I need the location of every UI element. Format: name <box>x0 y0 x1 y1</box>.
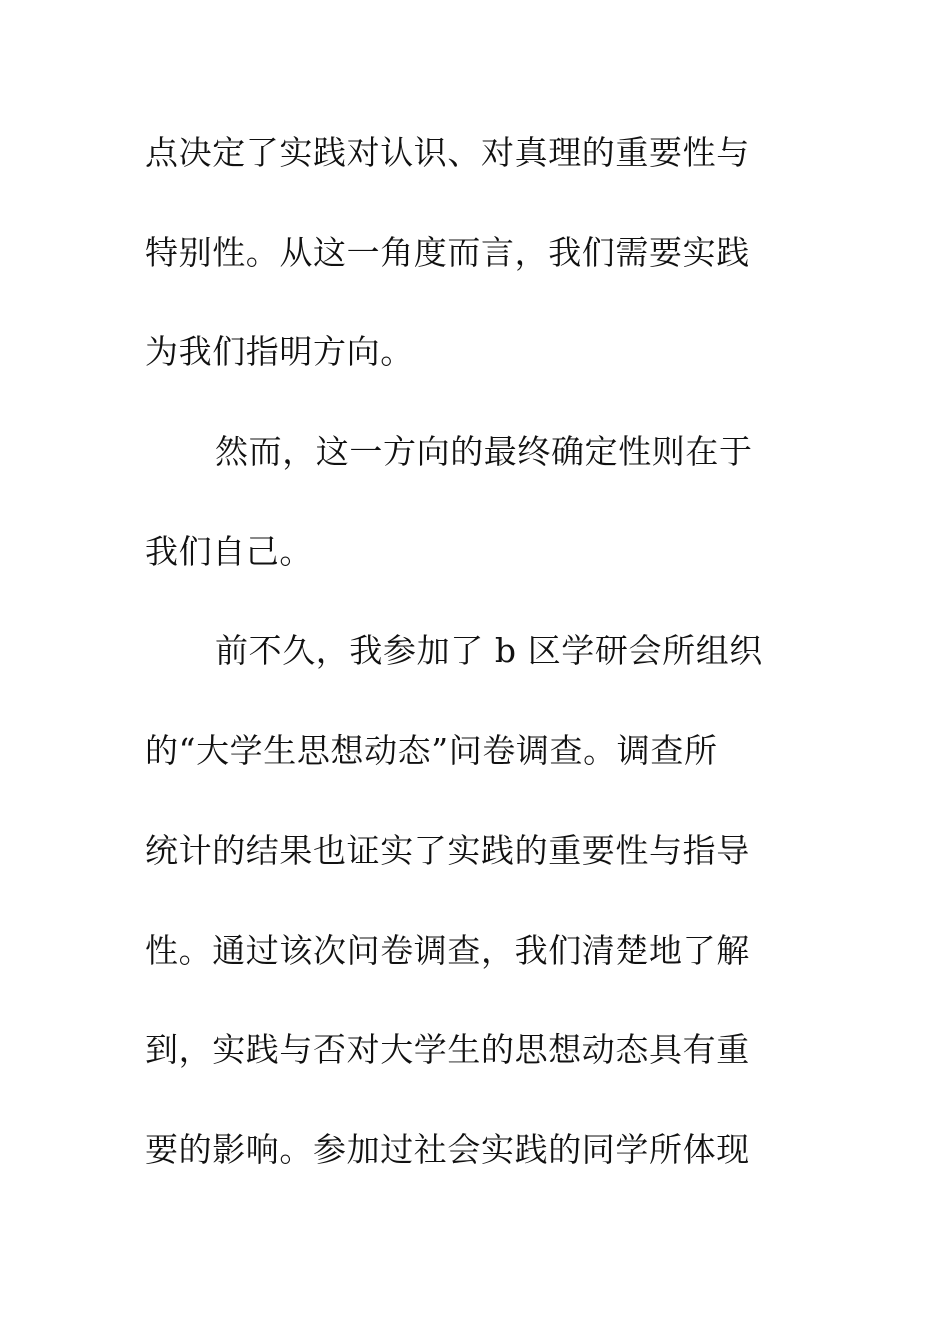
text-line: 特别性。从这一角度而言，我们需要实践 <box>145 232 750 272</box>
text-line: 要的影响。参加过社会实践的同学所体现 <box>145 1129 750 1169</box>
text-line: 为我们指明方向。 <box>145 332 414 372</box>
text-line: 点决定了实践对认识、对真理的重要性与 <box>145 133 750 172</box>
text-line: 统计的结果也证实了实践的重要性与指导 <box>145 830 750 870</box>
text-line: 性。通过该次问卷调查，我们清楚地了解 <box>145 930 750 970</box>
paragraph-first-line: 前不久，我参加了 b 区学研会所组织 <box>215 631 763 671</box>
text-line: 我们自己。 <box>145 531 313 571</box>
text-line: 到，实践与否对大学生的思想动态具有重 <box>145 1030 750 1070</box>
paragraph-first-line: 然而，这一方向的最终确定性则在于 <box>215 432 753 472</box>
text-line: 的“大学生思想动态”问卷调查。调查所 <box>145 731 718 771</box>
body-text <box>145 118 785 1215</box>
